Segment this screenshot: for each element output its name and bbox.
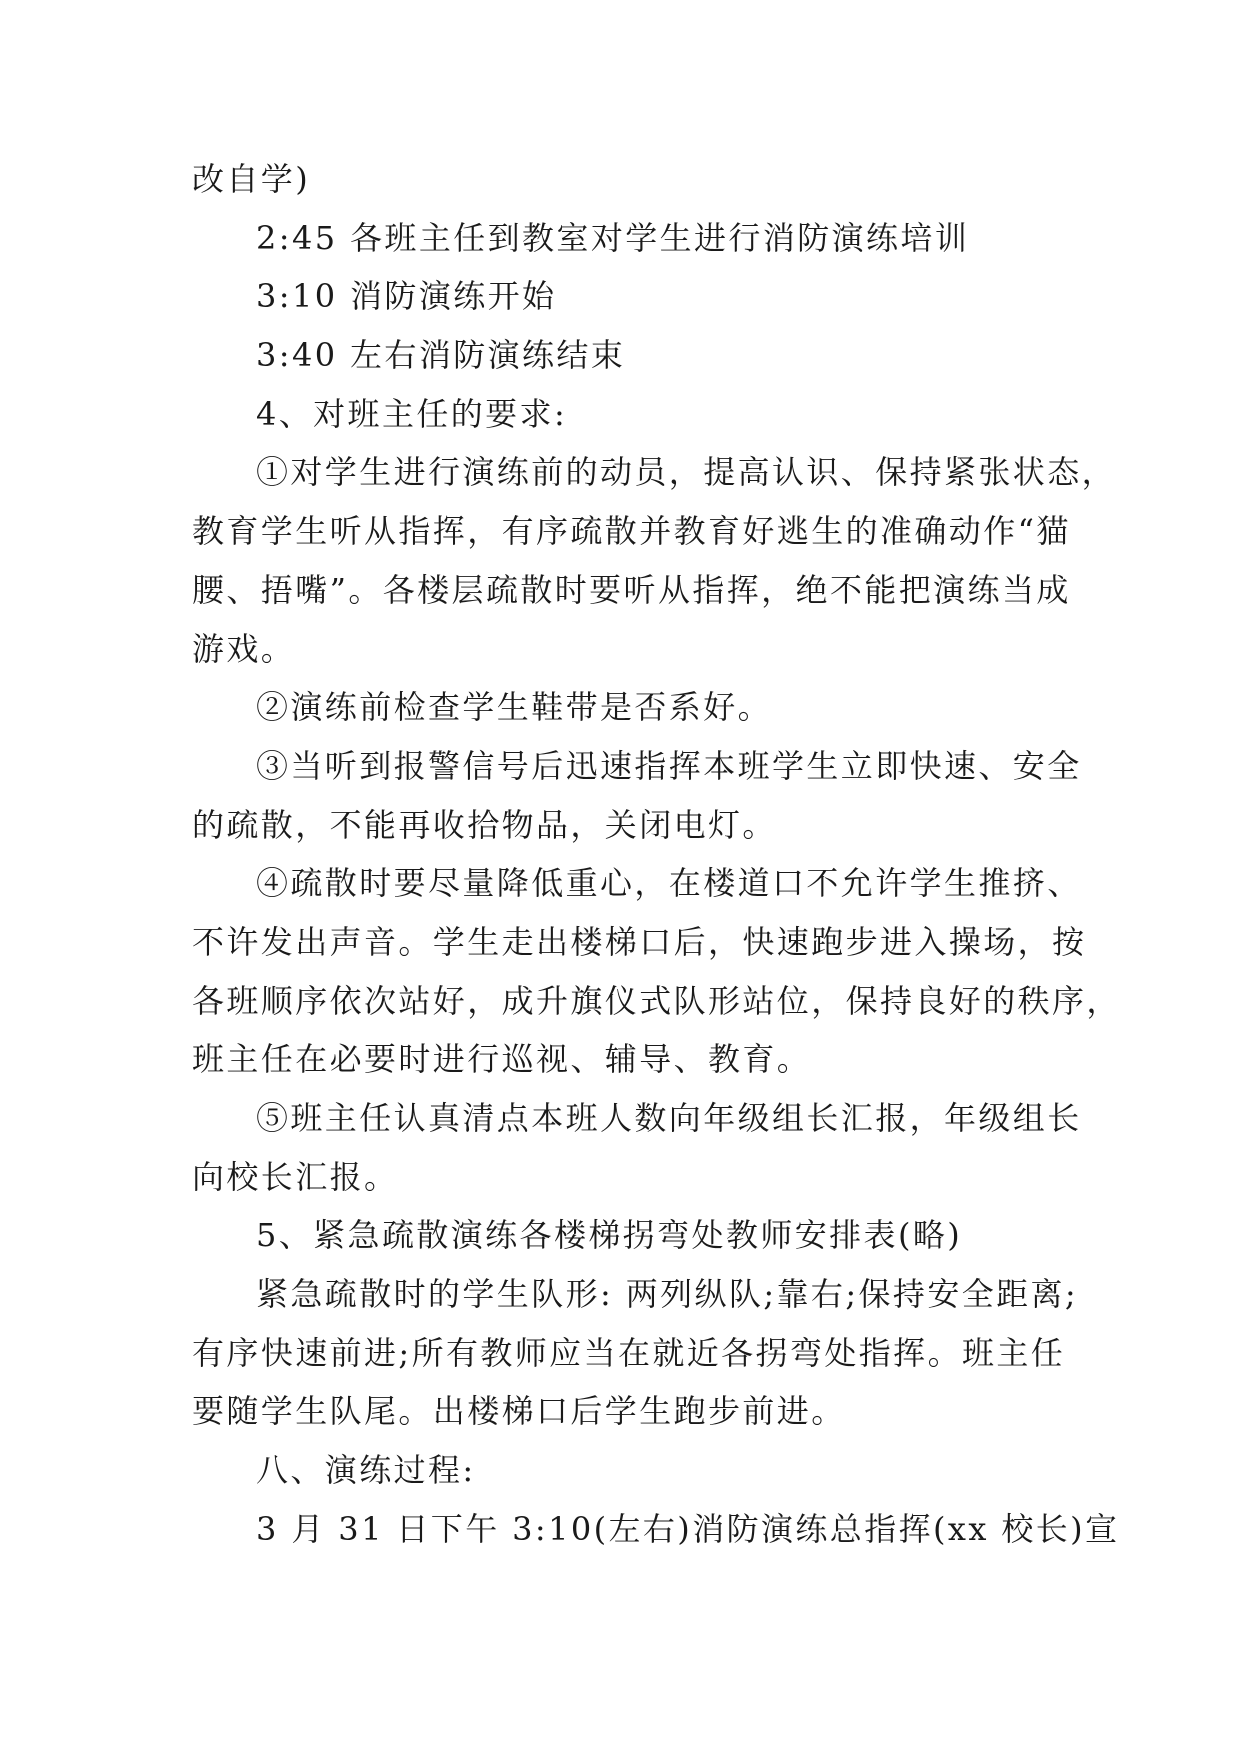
text-line: 3:40 左右消防演练结束 xyxy=(256,336,626,375)
text-line: ③当听到报警信号后迅速指挥本班学生立即快速、安全 xyxy=(256,746,1082,785)
document-body xyxy=(192,150,1121,1559)
text-line: ⑤班主任认真清点本班人数向年级组长汇报，年级组长 xyxy=(256,1099,1082,1137)
section-heading: 5、紧急疏散演练各楼梯拐弯处教师安排表(略) xyxy=(256,1216,963,1255)
text-line: 有序快速前进;所有教师应当在就近各拐弯处指挥。班主任 xyxy=(192,1333,1066,1372)
text-line: 3 月 31 日下午 3:10(左右)消防演练总指挥(xx 校长)宣 xyxy=(256,1509,1120,1548)
text-line: 3:10 消防演练开始 xyxy=(256,277,557,316)
text-line: 紧急疏散时的学生队形: 两列纵队;靠右;保持安全距离; xyxy=(256,1275,1079,1314)
text-line: 不许发出声音。学生走出楼梯口后，快速跑步进入操场，按 xyxy=(192,922,1087,961)
text-line: 教育学生听从指挥，有序疏散并教育好逃生的准确动作“猫 xyxy=(192,512,1071,551)
text-line: 向校长汇报。 xyxy=(192,1157,399,1196)
text-line: 班主任在必要时进行巡视、辅导、教育。 xyxy=(192,1040,812,1079)
section-heading: 4、对班主任的要求: xyxy=(256,394,568,433)
text-line: ④疏散时要尽量降低重心，在楼道口不允许学生推挤、 xyxy=(256,864,1082,903)
text-line: 各班顺序依次站好，成升旗仪式队形站位，保持良好的秩序， xyxy=(192,981,1121,1020)
text-line: 游戏。 xyxy=(192,629,296,668)
text-line: 腰、捂嘴”。各楼层疏散时要听从指挥，绝不能把演练当成 xyxy=(192,570,1071,609)
text-line: 要随学生队尾。出楼梯口后学生跑步前进。 xyxy=(192,1392,846,1431)
text-line: ②演练前检查学生鞋带是否系好。 xyxy=(256,688,773,727)
section-heading: 八、演练过程: xyxy=(256,1451,476,1490)
text-line: 的疏散，不能再收拾物品，关闭电灯。 xyxy=(192,805,777,844)
text-line: ①对学生进行演练前的动员，提高认识、保持紧张状态， xyxy=(256,453,1117,492)
text-line: 2:45 各班主任到教室对学生进行消防演练培训 xyxy=(256,218,970,257)
text-line: 改自学) xyxy=(192,160,311,198)
